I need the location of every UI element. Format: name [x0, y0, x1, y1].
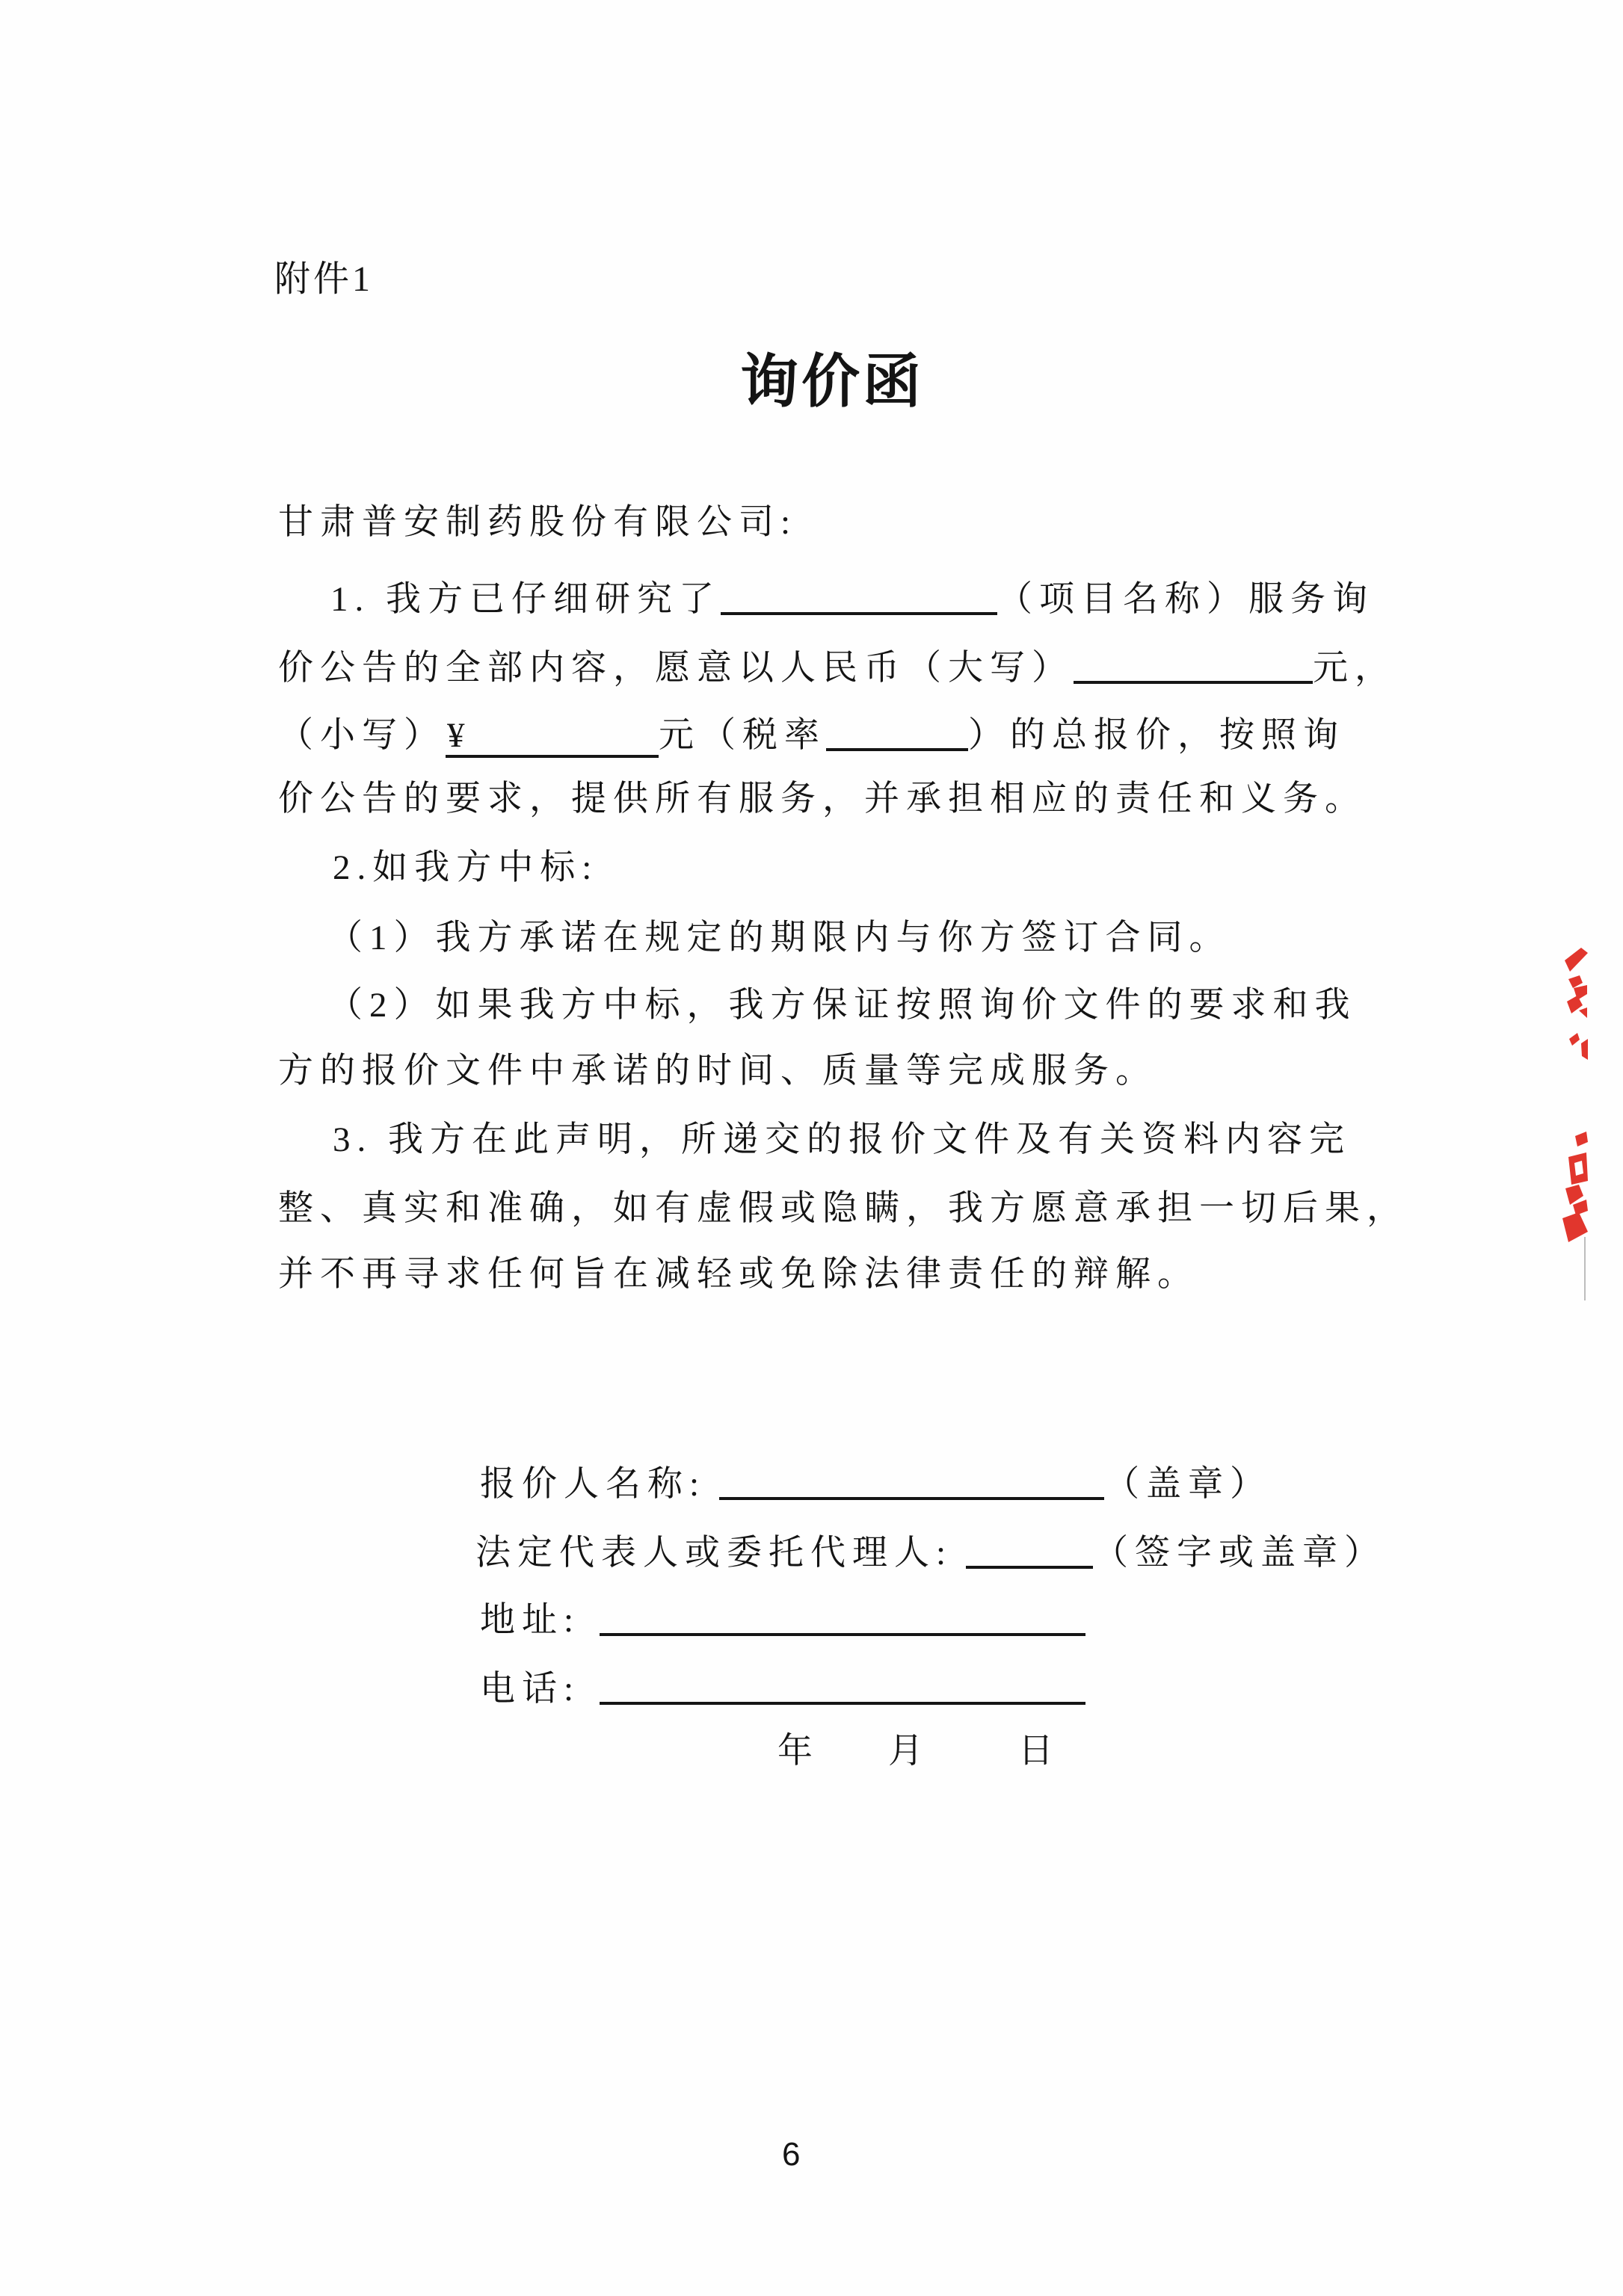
- para2-heading: 2.如我方中标:: [333, 848, 599, 887]
- para1-line3-suffix: ）的总报价，按照询: [968, 716, 1345, 755]
- blank-bidder-name: [719, 1462, 1104, 1500]
- para3-line1: 3. 我方在此声明，所递交的报价文件及有关资料内容完: [333, 1120, 1351, 1159]
- address-label: 地址:: [480, 1601, 581, 1640]
- page-number: 6: [782, 2136, 801, 2173]
- blank-representative-signature: [966, 1531, 1093, 1569]
- signature-bidder-line: [480, 1457, 1272, 1505]
- para1-line1-text: 1. 我方已仔细研究了: [330, 580, 721, 619]
- para3-line2: 整、真实和准确，如有虚假或隐瞒，我方愿意承担一切后果，: [278, 1189, 1408, 1228]
- blank-phone: [600, 1667, 1085, 1705]
- document-title: 询价函: [740, 349, 925, 414]
- blank-tax-rate: [826, 713, 968, 751]
- para3-line3: 并不再寻求任何旨在减轻或免除法律责任的辩解。: [278, 1255, 1199, 1294]
- para2-item1: （1）我方承诺在规定的期限内与你方签订合同。: [327, 919, 1231, 957]
- para1-line3: [278, 709, 1345, 756]
- date-month-label: 月: [888, 1732, 930, 1771]
- para1-line4: 价公告的要求，提供所有服务，并承担相应的责任和义务。: [278, 780, 1367, 818]
- signature-representative-line: [475, 1526, 1386, 1573]
- red-seal-fragment-icon: [1555, 934, 1623, 1308]
- scan-artifact-line: [1584, 1237, 1586, 1300]
- yuan-currency-sign: ¥: [447, 716, 465, 755]
- para1-line2-text: 价公告的全部内容，愿意以人民币（大写）: [278, 649, 1074, 688]
- para1-line2: [278, 641, 1396, 688]
- date-day-label: 日: [1018, 1732, 1060, 1771]
- para2-item2-line2: 方的报价文件中承诺的时间、质量等完成服务。: [278, 1052, 1157, 1090]
- signature-phone-line: [480, 1662, 1085, 1709]
- representative-sign-suffix: （签字或盖章）: [1093, 1534, 1387, 1573]
- para1-line1: [330, 573, 1374, 620]
- blank-amount-in-figures: [446, 716, 659, 758]
- representative-label: 法定代表人或委托代理人:: [475, 1534, 953, 1573]
- blank-address: [600, 1598, 1085, 1636]
- date-line: [777, 1731, 1060, 1771]
- phone-label: 电话:: [480, 1670, 581, 1709]
- signature-address-line: [480, 1593, 1085, 1641]
- para2-item2-line1: （2）如果我方中标，我方保证按照询价文件的要求和我: [327, 986, 1357, 1025]
- para1-line2-suffix: 元，: [1313, 649, 1396, 688]
- date-year-label: 年: [777, 1732, 819, 1771]
- para1-line3-text: （小写）: [278, 716, 446, 755]
- recipient-line: 甘肃普安制药股份有限公司:: [278, 503, 798, 542]
- para1-line1-suffix: （项目名称）服务询: [997, 580, 1374, 619]
- blank-project-name: [721, 577, 997, 615]
- bidder-name-label: 报价人名称:: [480, 1465, 706, 1504]
- para1-line3-mid: 元（税率: [659, 716, 826, 755]
- bidder-seal-suffix: （盖章）: [1104, 1465, 1272, 1504]
- blank-amount-in-words: [1074, 646, 1313, 684]
- attachment-label: 附件1: [274, 259, 374, 299]
